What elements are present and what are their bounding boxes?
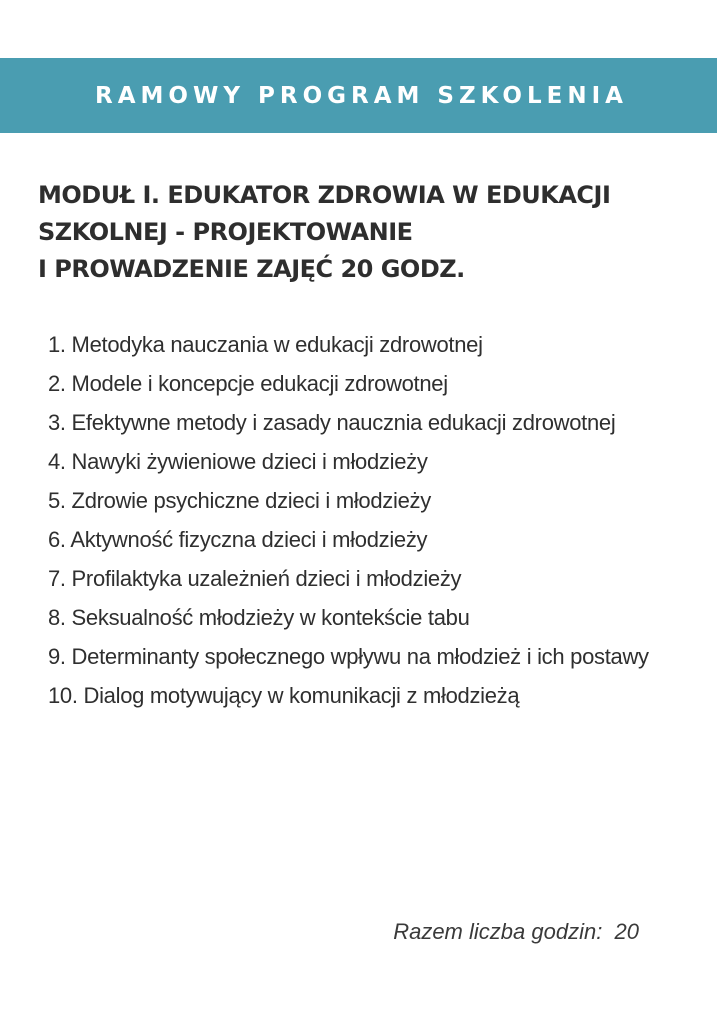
total-hours: Razem liczba godzin: 20 <box>393 919 639 944</box>
program-title: RAMOWY PROGRAM SZKOLENIA <box>95 82 628 109</box>
module-heading <box>38 177 688 288</box>
topic-list <box>48 325 668 715</box>
topic-item: 9. Determinanty społecznego wpływu na młodzież i ich postawy <box>48 644 649 669</box>
topic-item: 7. Profilaktyka uzależnień dzieci i młodzieży <box>48 566 462 591</box>
topic-item: 8. Seksualność młodzieży w kontekście tabu <box>48 605 470 630</box>
topic-item: 10. Dialog motywujący w komunikacji z młodzieżą <box>48 683 520 708</box>
module-heading-line: I PROWADZENIE ZAJĘĆ 20 GODZ. <box>38 255 465 283</box>
topic-item: 1. Metodyka nauczania w edukacji zdrowotnej <box>48 332 483 357</box>
title-banner <box>0 58 717 133</box>
module-heading-line: SZKOLNEJ - PROJEKTOWANIE <box>38 218 413 246</box>
topic-item: 4. Nawyki żywieniowe dzieci i młodzieży <box>48 449 428 474</box>
module-heading-line: MODUŁ I. EDUKATOR ZDROWIA W EDUKACJI <box>38 181 611 209</box>
topic-item: 6. Aktywność fizyczna dzieci i młodzieży <box>48 527 428 552</box>
topic-item: 5. Zdrowie psychiczne dzieci i młodzieży <box>48 488 431 513</box>
topic-item: 2. Modele i koncepcje edukacji zdrowotnej <box>48 371 448 396</box>
topic-item: 3. Efektywne metody i zasady naucznia edukacji zdrowotnej <box>48 410 616 435</box>
